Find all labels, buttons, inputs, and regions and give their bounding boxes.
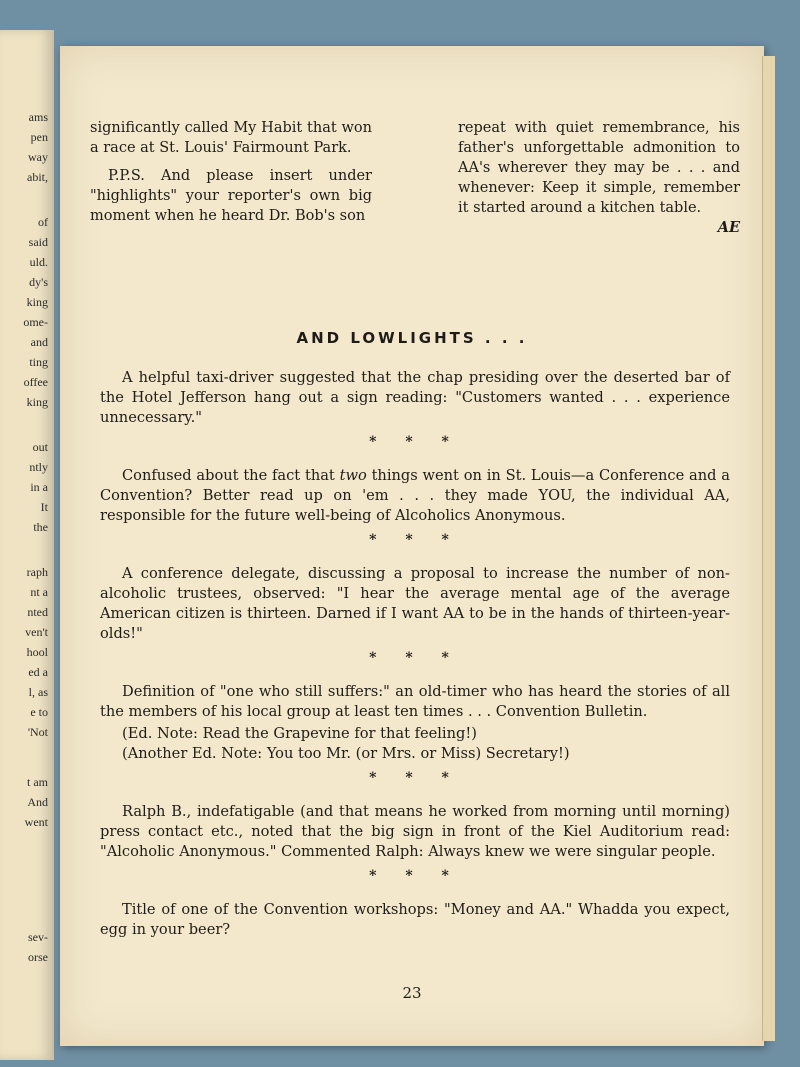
facing-page-text-fragment: in a — [30, 480, 48, 494]
facing-page-text-fragment: orse — [28, 950, 48, 964]
facing-page-text-fragment: dy's — [29, 275, 48, 289]
facing-page-text-fragment: e to — [30, 705, 48, 719]
facing-page-text-fragment: ting — [29, 355, 48, 369]
top-left-paragraph-1: significantly called My Habit that won a race at St. Louis' Fairmount Park. — [90, 120, 372, 156]
item-delegate: A conference delegate, discussing a proposal to increase the number of non-alcoholic trustees, observed: "I hear the average mental age of the average American citizen is thirteen. Darned if I want AA to be in the hands of thirteen-year-olds!" — [100, 565, 730, 642]
facing-page-text-fragment: abit, — [27, 170, 48, 184]
separator-stars: * * * — [369, 434, 461, 450]
facing-page-text-fragment: t am — [27, 775, 48, 789]
facing-page-edge — [0, 30, 54, 1060]
editor-note-1: (Ed. Note: Read the Grapevine for that feeling!) — [122, 725, 477, 742]
item-workshop-title: Title of one of the Convention workshops: "Money and AA." Whadda you expect, egg in your beer? — [100, 901, 730, 938]
top-left-paragraph-2: P.P.S. And please insert under "highlights" your reporter's own big moment when he heard Dr. Bob's son — [90, 168, 372, 224]
facing-page-text-fragment: the — [33, 520, 48, 534]
top-right-paragraph-1: repeat with quiet remembrance, his father's unforgettable admonition to AA's wherever they may be . . . and whenever: Keep it simple, remember it started around a kitchen table. — [458, 120, 740, 216]
top-columns — [90, 118, 740, 246]
facing-page-text-fragment: ams — [28, 110, 48, 124]
facing-page-text-fragment: of — [38, 215, 48, 229]
facing-page-text-fragment: sev- — [28, 930, 48, 944]
facing-page-text-fragment: ome- — [23, 315, 48, 329]
top-right-column — [458, 118, 740, 246]
facing-page-text-fragment: l, as — [28, 685, 48, 699]
booklet-page — [60, 46, 764, 1046]
facing-page-text-fragment: uld. — [29, 255, 48, 269]
item2-mid: things went on in St. Louis—a Conference — [366, 467, 690, 484]
facing-page-text-fragment: and — [30, 335, 48, 349]
facing-page-text-fragment: And — [27, 795, 48, 809]
facing-page-text-fragment: ed a — [28, 665, 48, 679]
facing-page-text-fragment: king — [26, 295, 48, 309]
facing-page-text-fragment: It — [40, 500, 48, 514]
facing-page-text-fragment: hool — [26, 645, 48, 659]
facing-page-text-fragment: ntly — [29, 460, 48, 474]
facing-page-text-fragment: said — [28, 235, 48, 249]
item2-end: and a Convention? Better read up on 'em . . . they made YOU, the individual AA, responsible for the future well-being of Alcoholics Anonymous. — [100, 467, 730, 524]
page-stack-edge — [762, 56, 775, 1041]
facing-page-text-fragment: offee — [23, 375, 48, 389]
facing-page-text-fragment: went — [24, 815, 48, 829]
separator-stars: * * * — [369, 770, 461, 786]
page-number: 23 — [402, 984, 422, 1002]
item-definition: Definition of "one who still suffers:" an old-timer who has heard the stories of all the members of his local group at least ten times . . . Convention Bulletin. — [100, 683, 730, 720]
facing-page-text-fragment: 'Not — [27, 725, 48, 739]
item-ralph: Ralph B., indefatigable (and that means he worked from morning until morning) press contact etc., noted that the big sign in front of the Kiel Auditorium read: "Alcoholic Anonymous." Commented Ralph: Always knew we were singular people. — [100, 803, 730, 860]
separator-stars: * * * — [369, 868, 461, 884]
item-taxi-driver: A helpful taxi-driver suggested that the chap presiding over the deserted bar of the Hotel Jefferson hang out a sign reading: "Customers wanted . . . experience unnecessary." — [100, 369, 730, 426]
facing-page-text-fragment: ven't — [25, 625, 48, 639]
separator-stars: * * * — [369, 650, 461, 666]
facing-page-text-fragment: king — [26, 395, 48, 409]
facing-page-text-fragment: nted — [27, 605, 48, 619]
separator-stars: * * * — [369, 532, 461, 548]
facing-page-text-fragment: pen — [30, 130, 48, 144]
facing-page-text-fragment: way — [28, 150, 48, 164]
facing-page-text-fragment: out — [32, 440, 48, 454]
lowlights-body — [100, 368, 730, 940]
facing-page-text-fragment: nt a — [30, 585, 48, 599]
item2-emphasis: two — [339, 467, 367, 484]
section-heading: AND LOWLIGHTS . . . — [296, 329, 528, 347]
top-left-column — [90, 118, 372, 246]
editor-note-2: (Another Ed. Note: You too Mr. (or Mrs. or Miss) Secretary!) — [122, 745, 570, 762]
facing-page-text-fragment: raph — [26, 565, 48, 579]
item2-start: Confused about the fact that — [122, 467, 340, 484]
author-initials: AE — [717, 219, 740, 236]
item-conference-convention — [100, 466, 730, 526]
